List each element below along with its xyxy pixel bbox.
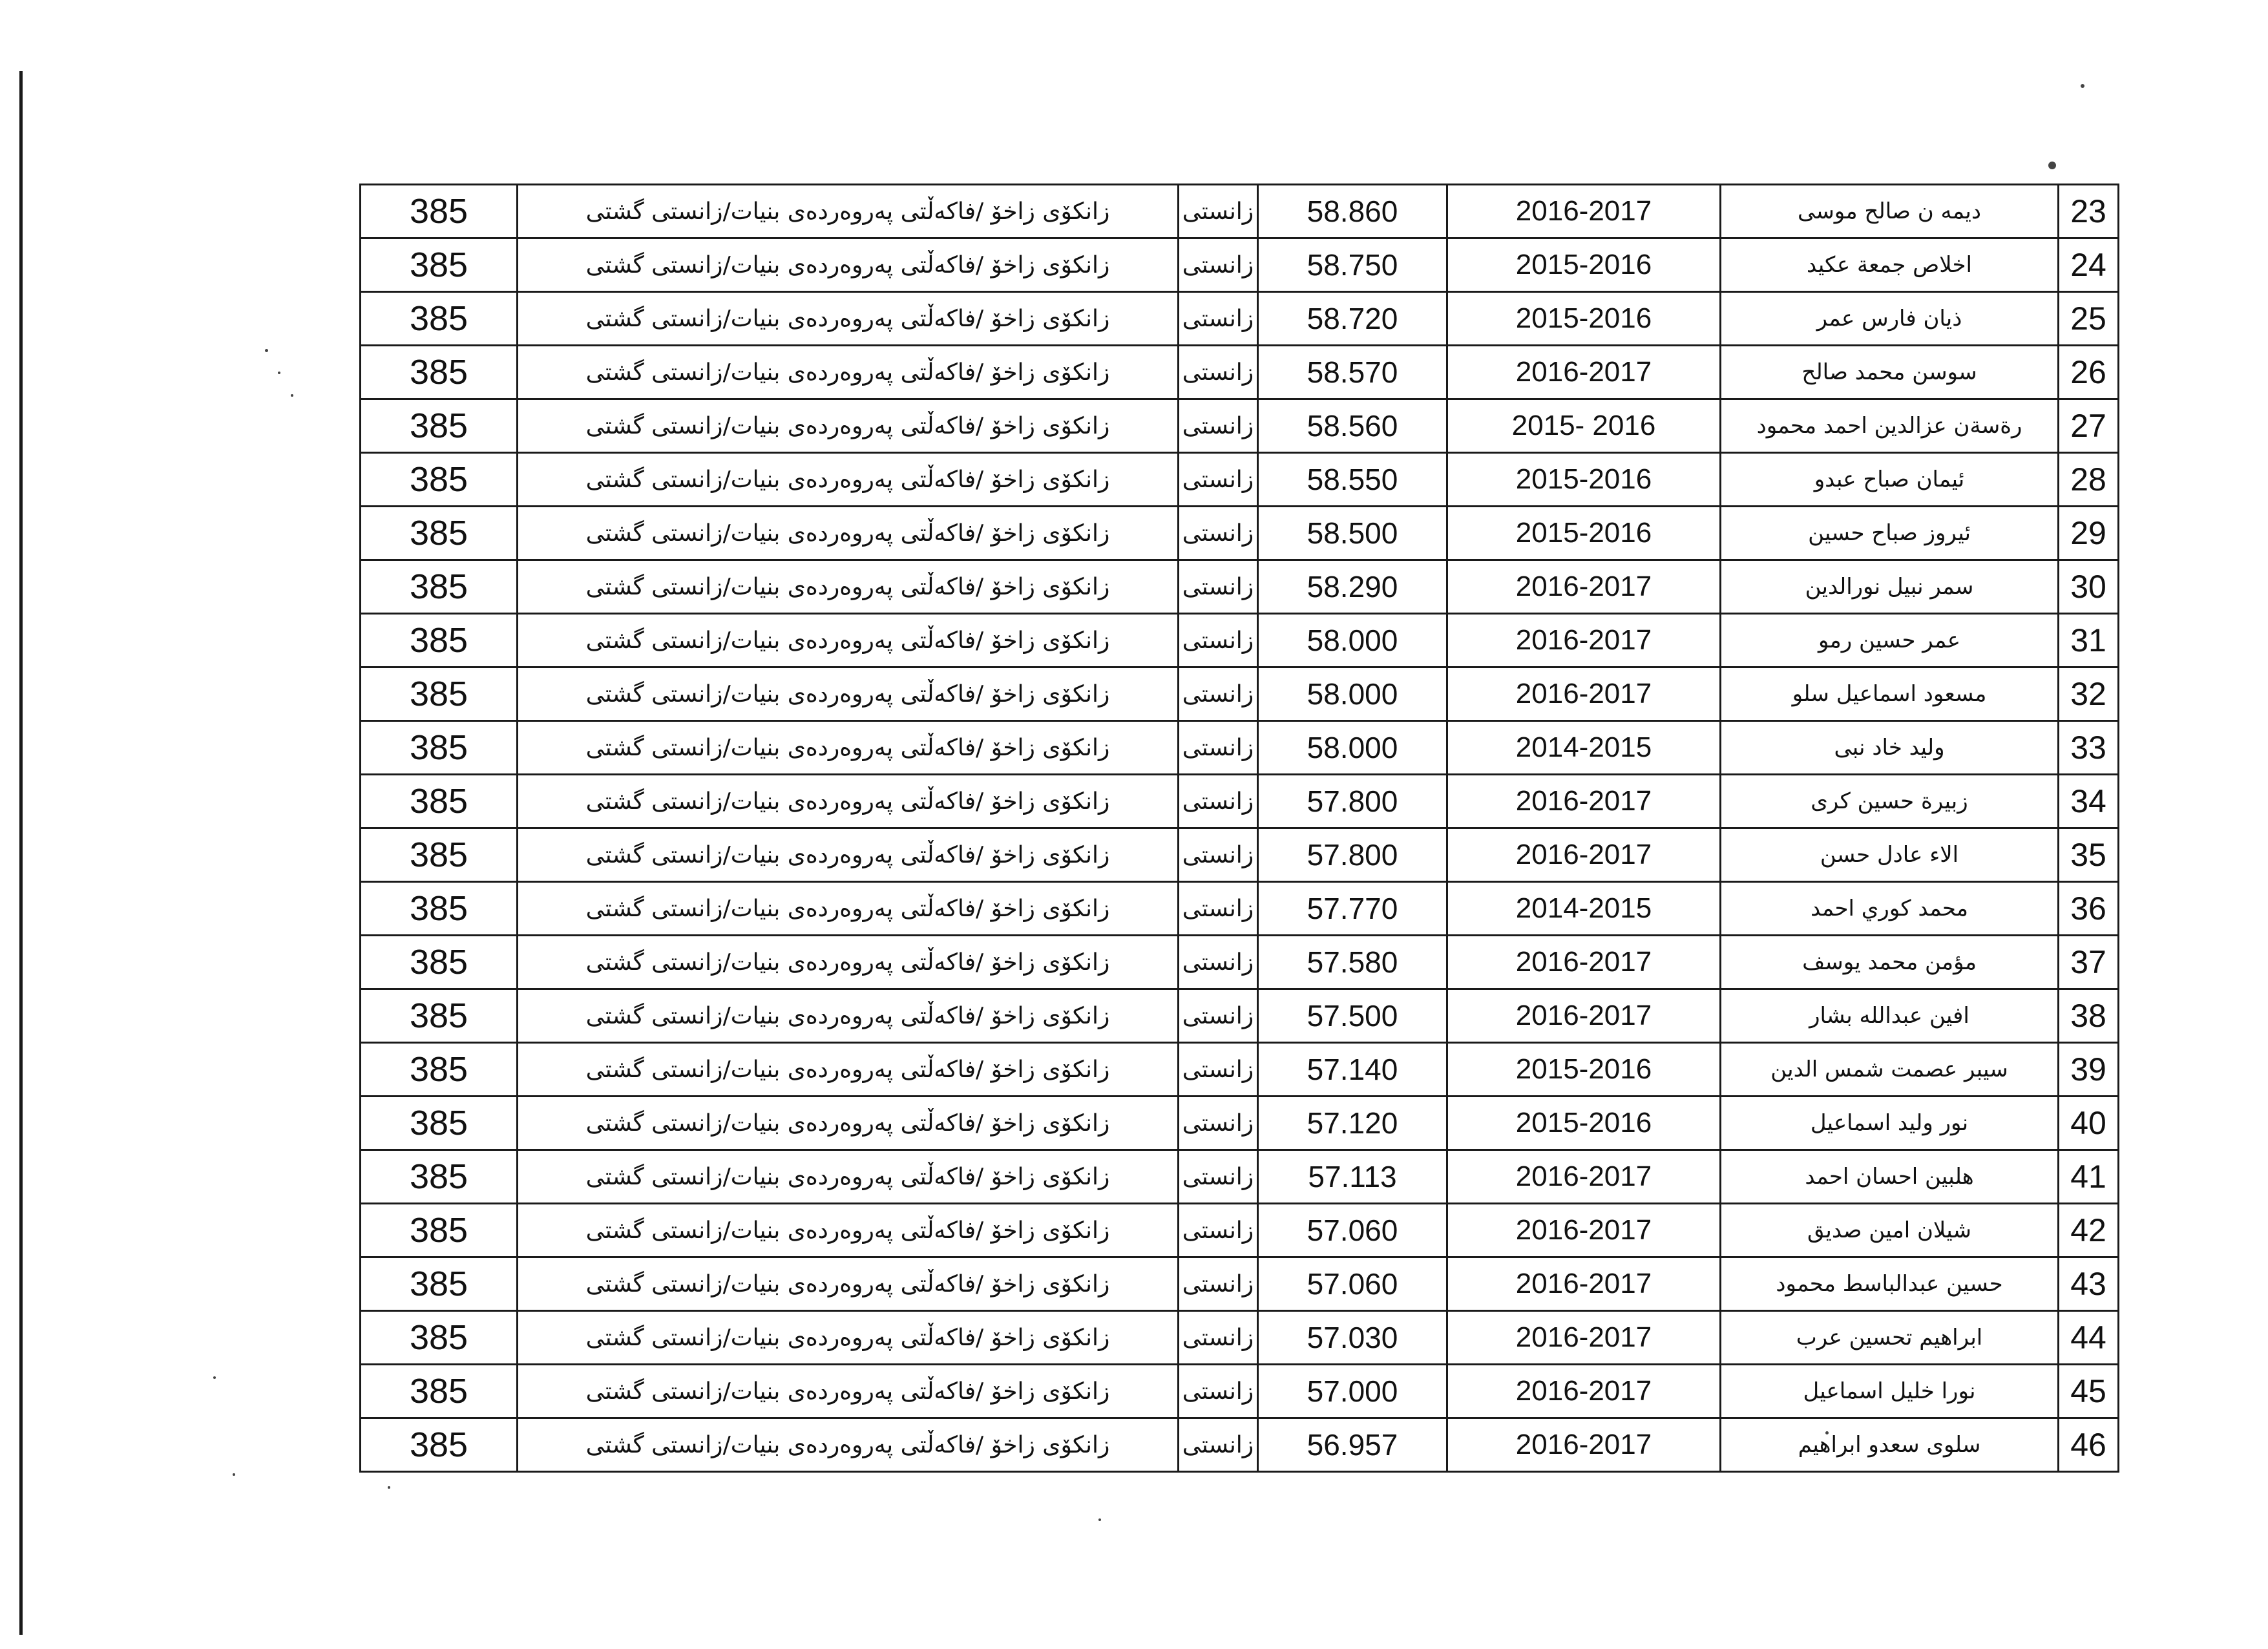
row-number-cell: 42 <box>2059 1204 2119 1257</box>
department-cell: زانكۆی زاخۆ /فاكەڵتی پەروەردەی بنیات/زانستی گشتی <box>518 936 1179 989</box>
row-number-cell: 38 <box>2059 989 2119 1043</box>
row-number-cell: 46 <box>2059 1418 2119 1472</box>
department-code-cell: 385 <box>361 238 518 292</box>
student-name-cell: سيبر عصمت شمس الدين <box>1721 1043 2059 1097</box>
graduation-year-cell: 2015-2016 <box>1447 238 1721 292</box>
table-row <box>361 882 2119 936</box>
table-row <box>361 399 2119 453</box>
department-cell: زانكۆی زاخۆ /فاكەڵتی پەروەردەی بنیات/زانستی گشتی <box>518 453 1179 507</box>
table-row <box>361 667 2119 721</box>
department-code-cell: 385 <box>361 1150 518 1204</box>
row-number-cell: 23 <box>2059 185 2119 238</box>
average-cell: 57.500 <box>1258 989 1447 1043</box>
student-name-cell: افين عبدالله بشار <box>1721 989 2059 1043</box>
student-name-cell: حسين عبدالباسط محمود <box>1721 1257 2059 1311</box>
scan-speck <box>1098 1518 1101 1521</box>
table-row <box>361 989 2119 1043</box>
department-code-cell: 385 <box>361 292 518 346</box>
department-cell: زانكۆی زاخۆ /فاكەڵتی پەروەردەی بنیات/زانستی گشتی <box>518 1204 1179 1257</box>
department-code-cell: 385 <box>361 667 518 721</box>
table-row <box>361 560 2119 614</box>
graduation-year-cell: 2014-2015 <box>1447 721 1721 775</box>
department-cell: زانكۆی زاخۆ /فاكەڵتی پەروەردەی بنیات/زانستی گشتی <box>518 1097 1179 1150</box>
department-cell: زانكۆی زاخۆ /فاكەڵتی پەروەردەی بنیات/زانستی گشتی <box>518 1418 1179 1472</box>
branch-cell: زانستی <box>1179 346 1258 399</box>
average-cell: 57.800 <box>1258 775 1447 828</box>
department-code-cell: 385 <box>361 614 518 667</box>
department-cell: زانكۆی زاخۆ /فاكەڵتی پەروەردەی بنیات/زانستی گشتی <box>518 882 1179 936</box>
student-name-cell: رةسةن عزالدين احمد محمود <box>1721 399 2059 453</box>
scan-speck <box>265 349 268 352</box>
row-number-cell: 39 <box>2059 1043 2119 1097</box>
scan-border-line <box>19 71 23 1635</box>
student-name-cell: نور وليد اسماعيل <box>1721 1097 2059 1150</box>
branch-cell: زانستی <box>1179 185 1258 238</box>
branch-cell: زانستی <box>1179 1150 1258 1204</box>
department-code-cell: 385 <box>361 346 518 399</box>
graduation-year-cell: 2015-2016 <box>1447 292 1721 346</box>
student-name-cell: زبيرة حسين كرى <box>1721 775 2059 828</box>
table-row <box>361 1097 2119 1150</box>
row-number-cell: 26 <box>2059 346 2119 399</box>
average-cell: 58.750 <box>1258 238 1447 292</box>
department-code-cell: 385 <box>361 399 518 453</box>
scan-speck <box>2081 84 2084 88</box>
branch-cell: زانستی <box>1179 721 1258 775</box>
average-cell: 57.140 <box>1258 1043 1447 1097</box>
department-code-cell: 385 <box>361 775 518 828</box>
department-cell: زانكۆی زاخۆ /فاكەڵتی پەروەردەی بنیات/زانستی گشتی <box>518 989 1179 1043</box>
student-name-cell: هلبين احسان احمد <box>1721 1150 2059 1204</box>
branch-cell: زانستی <box>1179 614 1258 667</box>
department-cell: زانكۆی زاخۆ /فاكەڵتی پەروەردەی بنیات/زانستی گشتی <box>518 1043 1179 1097</box>
table-row <box>361 453 2119 507</box>
table-row <box>361 1365 2119 1418</box>
average-cell: 58.000 <box>1258 667 1447 721</box>
branch-cell: زانستی <box>1179 1257 1258 1311</box>
student-name-cell: ئيمان صباح عبدو <box>1721 453 2059 507</box>
graduation-year-cell: 2016-2017 <box>1447 667 1721 721</box>
department-cell: زانكۆی زاخۆ /فاكەڵتی پەروەردەی بنیات/زانستی گشتی <box>518 1365 1179 1418</box>
branch-cell: زانستی <box>1179 1365 1258 1418</box>
department-code-cell: 385 <box>361 721 518 775</box>
department-cell: زانكۆی زاخۆ /فاكەڵتی پەروەردەی بنیات/زانستی گشتی <box>518 614 1179 667</box>
student-name-cell: شيلان امين صديق <box>1721 1204 2059 1257</box>
graduation-year-cell: 2016-2017 <box>1447 1365 1721 1418</box>
student-name-cell: عمر حسين رمو <box>1721 614 2059 667</box>
row-number-cell: 40 <box>2059 1097 2119 1150</box>
department-code-cell: 385 <box>361 453 518 507</box>
average-cell: 58.000 <box>1258 614 1447 667</box>
average-cell: 56.957 <box>1258 1418 1447 1472</box>
average-cell: 57.000 <box>1258 1365 1447 1418</box>
branch-cell: زانستی <box>1179 775 1258 828</box>
branch-cell: زانستی <box>1179 1097 1258 1150</box>
student-name-cell: سمر نبيل نورالدين <box>1721 560 2059 614</box>
graduation-year-cell: 2016-2017 <box>1447 936 1721 989</box>
department-code-cell: 385 <box>361 1311 518 1365</box>
department-cell: زانكۆی زاخۆ /فاكەڵتی پەروەردەی بنیات/زانستی گشتی <box>518 1257 1179 1311</box>
scan-speck <box>278 372 280 374</box>
branch-cell: زانستی <box>1179 560 1258 614</box>
row-number-cell: 24 <box>2059 238 2119 292</box>
student-name-cell: محمد كوري احمد <box>1721 882 2059 936</box>
department-code-cell: 385 <box>361 989 518 1043</box>
table-row <box>361 1043 2119 1097</box>
row-number-cell: 31 <box>2059 614 2119 667</box>
row-number-cell: 33 <box>2059 721 2119 775</box>
average-cell: 57.800 <box>1258 828 1447 882</box>
student-name-cell: ئيروز صباح حسين <box>1721 507 2059 560</box>
table-row <box>361 828 2119 882</box>
scan-speck <box>291 394 293 397</box>
department-cell: زانكۆی زاخۆ /فاكەڵتی پەروەردەی بنیات/زانستی گشتی <box>518 1150 1179 1204</box>
student-name-cell: الاء عادل حسن <box>1721 828 2059 882</box>
results-table-body <box>361 185 2119 1472</box>
row-number-cell: 43 <box>2059 1257 2119 1311</box>
student-name-cell: نورا خليل اسماعيل <box>1721 1365 2059 1418</box>
scan-speck <box>213 1376 216 1379</box>
student-name-cell: مؤمن محمد يوسف <box>1721 936 2059 989</box>
department-cell: زانكۆی زاخۆ /فاكەڵتی پەروەردەی بنیات/زانستی گشتی <box>518 721 1179 775</box>
row-number-cell: 44 <box>2059 1311 2119 1365</box>
average-cell: 58.550 <box>1258 453 1447 507</box>
department-code-cell: 385 <box>361 1365 518 1418</box>
table-row <box>361 346 2119 399</box>
student-name-cell: ابراهيم تحسين عرب <box>1721 1311 2059 1365</box>
department-cell: زانكۆی زاخۆ /فاكەڵتی پەروەردەی بنیات/زانستی گشتی <box>518 346 1179 399</box>
row-number-cell: 30 <box>2059 560 2119 614</box>
student-name-cell: مسعود اسماعيل سلو <box>1721 667 2059 721</box>
branch-cell: زانستی <box>1179 507 1258 560</box>
scan-speck <box>388 1486 390 1489</box>
department-code-cell: 385 <box>361 1043 518 1097</box>
table-row <box>361 238 2119 292</box>
average-cell: 57.060 <box>1258 1257 1447 1311</box>
department-code-cell: 385 <box>361 1204 518 1257</box>
graduation-year-cell: 2015-2016 <box>1447 453 1721 507</box>
department-cell: زانكۆی زاخۆ /فاكەڵتی پەروەردەی بنیات/زانستی گشتی <box>518 292 1179 346</box>
row-number-cell: 37 <box>2059 936 2119 989</box>
branch-cell: زانستی <box>1179 1311 1258 1365</box>
department-code-cell: 385 <box>361 185 518 238</box>
student-name-cell: سوسن محمد صالح <box>1721 346 2059 399</box>
table-row <box>361 775 2119 828</box>
graduation-year-cell: 2016-2017 <box>1447 185 1721 238</box>
table-row <box>361 614 2119 667</box>
branch-cell: زانستی <box>1179 453 1258 507</box>
average-cell: 57.113 <box>1258 1150 1447 1204</box>
department-cell: زانكۆی زاخۆ /فاكەڵتی پەروەردەی بنیات/زانستی گشتی <box>518 238 1179 292</box>
table-row <box>361 185 2119 238</box>
average-cell: 58.000 <box>1258 721 1447 775</box>
department-cell: زانكۆی زاخۆ /فاكەڵتی پەروەردەی بنیات/زانستی گشتی <box>518 507 1179 560</box>
department-cell: زانكۆی زاخۆ /فاكەڵتی پەروەردەی بنیات/زانستی گشتی <box>518 667 1179 721</box>
scan-speck <box>233 1473 235 1476</box>
table-row <box>361 292 2119 346</box>
row-number-cell: 25 <box>2059 292 2119 346</box>
row-number-cell: 34 <box>2059 775 2119 828</box>
average-cell: 58.570 <box>1258 346 1447 399</box>
graduation-year-cell: 2015- 2016 <box>1447 399 1721 453</box>
branch-cell: زانستی <box>1179 238 1258 292</box>
table-row <box>361 1204 2119 1257</box>
graduation-year-cell: 2015-2016 <box>1447 1097 1721 1150</box>
department-code-cell: 385 <box>361 828 518 882</box>
average-cell: 57.030 <box>1258 1311 1447 1365</box>
row-number-cell: 41 <box>2059 1150 2119 1204</box>
average-cell: 57.770 <box>1258 882 1447 936</box>
average-cell: 58.500 <box>1258 507 1447 560</box>
branch-cell: زانستی <box>1179 292 1258 346</box>
department-cell: زانكۆی زاخۆ /فاكەڵتی پەروەردەی بنیات/زانستی گشتی <box>518 399 1179 453</box>
results-table-wrapper <box>359 184 2106 1464</box>
row-number-cell: 29 <box>2059 507 2119 560</box>
branch-cell: زانستی <box>1179 989 1258 1043</box>
average-cell: 57.580 <box>1258 936 1447 989</box>
branch-cell: زانستی <box>1179 882 1258 936</box>
department-code-cell: 385 <box>361 1418 518 1472</box>
row-number-cell: 45 <box>2059 1365 2119 1418</box>
graduation-year-cell: 2015-2016 <box>1447 507 1721 560</box>
department-code-cell: 385 <box>361 560 518 614</box>
graduation-year-cell: 2016-2017 <box>1447 775 1721 828</box>
graduation-year-cell: 2016-2017 <box>1447 614 1721 667</box>
graduation-year-cell: 2016-2017 <box>1447 1418 1721 1472</box>
graduation-year-cell: 2016-2017 <box>1447 560 1721 614</box>
table-row <box>361 721 2119 775</box>
table-row <box>361 936 2119 989</box>
table-row <box>361 507 2119 560</box>
average-cell: 57.060 <box>1258 1204 1447 1257</box>
table-row <box>361 1311 2119 1365</box>
row-number-cell: 32 <box>2059 667 2119 721</box>
graduation-year-cell: 2016-2017 <box>1447 1204 1721 1257</box>
branch-cell: زانستی <box>1179 1204 1258 1257</box>
branch-cell: زانستی <box>1179 399 1258 453</box>
branch-cell: زانستی <box>1179 667 1258 721</box>
results-table <box>359 184 2119 1473</box>
student-name-cell: ذيان فارس عمر <box>1721 292 2059 346</box>
graduation-year-cell: 2016-2017 <box>1447 1150 1721 1204</box>
graduation-year-cell: 2014-2015 <box>1447 882 1721 936</box>
average-cell: 58.560 <box>1258 399 1447 453</box>
student-name-cell: اخلاص جمعة عكيد <box>1721 238 2059 292</box>
department-cell: زانكۆی زاخۆ /فاكەڵتی پەروەردەی بنیات/زانستی گشتی <box>518 1311 1179 1365</box>
branch-cell: زانستی <box>1179 936 1258 989</box>
department-code-cell: 385 <box>361 507 518 560</box>
row-number-cell: 35 <box>2059 828 2119 882</box>
row-number-cell: 28 <box>2059 453 2119 507</box>
department-cell: زانكۆی زاخۆ /فاكەڵتی پەروەردەی بنیات/زانستی گشتی <box>518 185 1179 238</box>
average-cell: 58.290 <box>1258 560 1447 614</box>
branch-cell: زانستی <box>1179 828 1258 882</box>
department-code-cell: 385 <box>361 1097 518 1150</box>
department-code-cell: 385 <box>361 1257 518 1311</box>
graduation-year-cell: 2016-2017 <box>1447 828 1721 882</box>
department-code-cell: 385 <box>361 936 518 989</box>
scan-speck <box>2048 162 2056 169</box>
graduation-year-cell: 2016-2017 <box>1447 989 1721 1043</box>
row-number-cell: 27 <box>2059 399 2119 453</box>
average-cell: 58.860 <box>1258 185 1447 238</box>
graduation-year-cell: 2016-2017 <box>1447 1257 1721 1311</box>
row-number-cell: 36 <box>2059 882 2119 936</box>
average-cell: 58.720 <box>1258 292 1447 346</box>
graduation-year-cell: 2016-2017 <box>1447 1311 1721 1365</box>
department-cell: زانكۆی زاخۆ /فاكەڵتی پەروەردەی بنیات/زانستی گشتی <box>518 775 1179 828</box>
department-code-cell: 385 <box>361 882 518 936</box>
table-row <box>361 1418 2119 1472</box>
graduation-year-cell: 2015-2016 <box>1447 1043 1721 1097</box>
branch-cell: زانستی <box>1179 1418 1258 1472</box>
department-cell: زانكۆی زاخۆ /فاكەڵتی پەروەردەی بنیات/زانستی گشتی <box>518 560 1179 614</box>
average-cell: 57.120 <box>1258 1097 1447 1150</box>
graduation-year-cell: 2016-2017 <box>1447 346 1721 399</box>
table-row <box>361 1257 2119 1311</box>
student-name-cell: وليد خاد نبى <box>1721 721 2059 775</box>
department-cell: زانكۆی زاخۆ /فاكەڵتی پەروەردەی بنیات/زانستی گشتی <box>518 828 1179 882</box>
student-name-cell: سلوى سعدو ابراهيم <box>1721 1418 2059 1472</box>
branch-cell: زانستی <box>1179 1043 1258 1097</box>
table-row <box>361 1150 2119 1204</box>
student-name-cell: ديمه ن صالح موسى <box>1721 185 2059 238</box>
